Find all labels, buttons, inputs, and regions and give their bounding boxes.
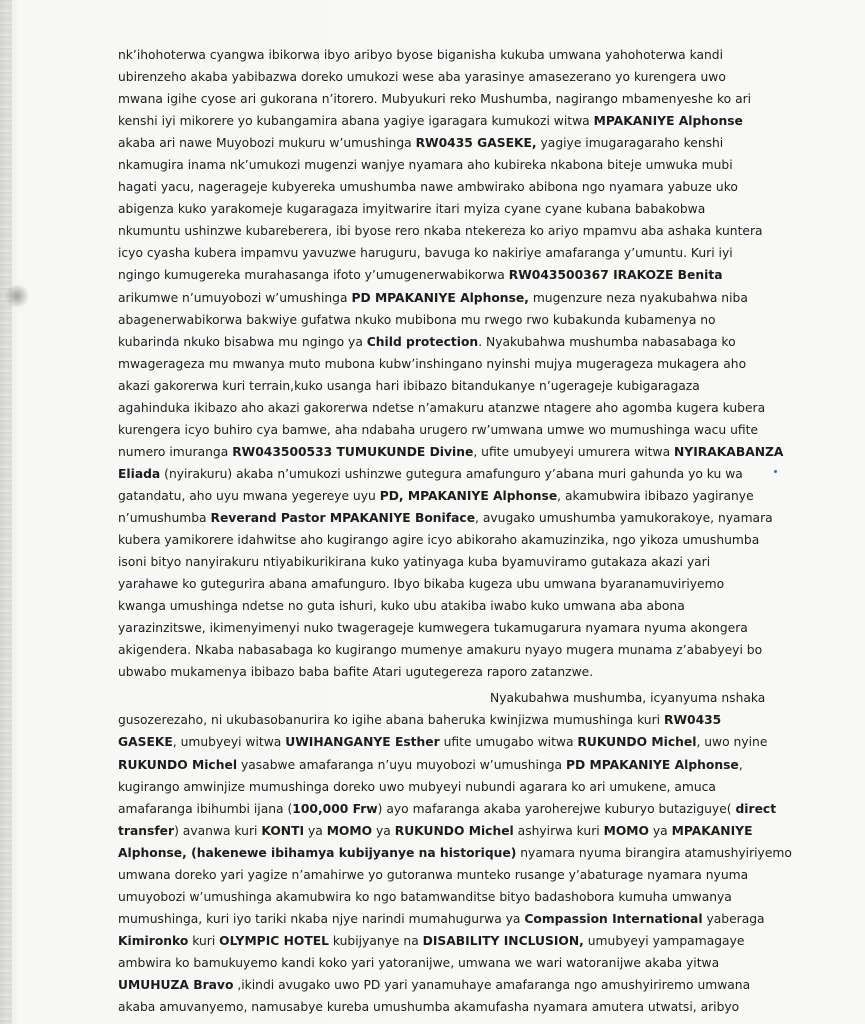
text-line (118, 287, 783, 309)
text-segment: akigendera. Nkaba nabasabaga ko kugirango mumenye amakuru nyayo mugera munama z’ababyeyi bo (118, 643, 763, 658)
text-line (118, 996, 783, 1018)
bold-text-segment: transfer (118, 823, 175, 838)
text-segment: ufite umugabo witwa (439, 735, 578, 750)
text-line (118, 617, 783, 639)
text-line (118, 908, 783, 930)
text-segment: umubyeyi yampamagaye (583, 933, 745, 948)
text-segment: ) avanwa kuri (174, 823, 262, 838)
text-line (118, 176, 783, 198)
text-segment: ya (372, 823, 395, 838)
text-segment: umwana doreko yari yagize n’amahirwe yo gutoranwa munteko rusange y’abaturage nyamara nyuma (118, 867, 749, 882)
bold-text-segment: RUKUNDO Michel (118, 757, 238, 772)
text-segment: umuyobozi w’umushinga akamubwira ko ngo batamwanditse bityo badashobora kumuha umwanya (118, 889, 732, 904)
bold-text-segment: Eliada (118, 466, 161, 481)
text-line (118, 952, 783, 974)
text-segment: akaba amuvanyemo, namusabye kureba umushumba akamufasha nyamara amutera utwatsi, aribyo (118, 1000, 740, 1015)
bold-text-segment: UMUHUZA Bravo (118, 977, 234, 992)
bold-text-segment: direct (735, 801, 777, 816)
text-segment: arikumwe n’umuyobozi w’umushinga (118, 290, 352, 305)
text-line (118, 573, 783, 595)
text-line (118, 264, 783, 286)
text-segment: kurengera icyo buhiro cya bamwe, aha ndabaha urugero rw’umwana umwe wo mumushinga wacu ufite (118, 422, 759, 437)
text-line (118, 198, 783, 220)
text-segment: . Nyakubahwa mushumba nabasabaga ko (478, 334, 736, 349)
text-line (118, 687, 783, 709)
text-segment: , (738, 757, 743, 772)
text-line (118, 842, 792, 864)
bold-text-segment: PD MPAKANIYE Alphonse, (351, 290, 529, 305)
bold-text-segment: MOMO (603, 823, 649, 838)
text-line (118, 595, 783, 617)
scan-edge-shadow (0, 0, 12, 1024)
text-segment: nyamara nyuma birangira atamushyiriyemo (516, 845, 792, 860)
bold-text-segment: RUKUNDO Michel (577, 735, 697, 750)
bold-text-segment: RW0435 GASEKE, (415, 136, 537, 151)
text-line (118, 974, 783, 996)
text-line (118, 776, 783, 798)
text-line (118, 353, 783, 375)
bold-text-segment: KONTI (261, 823, 305, 838)
text-segment: ambwira ko bamukuyemo kandi koko yari yatoranijwe, umwana we wari watoranijwe akaba yitwa (118, 955, 720, 970)
text-segment: , uwo nyine (696, 735, 768, 750)
text-line (118, 798, 783, 820)
text-line (118, 661, 783, 683)
text-segment: ,ikindi avugako uwo PD yari yanamuhaye amafaranga ngo amushyiriremo umwana (233, 977, 751, 992)
bold-text-segment: RUKUNDO Michel (394, 823, 514, 838)
text-segment: icyo cyasha kubera impamvu yavuzwe haruguru, bavuga ko nakiriye amafaranga y’umuntu. Kuri iyi (118, 246, 733, 261)
text-segment: yasabwe amafaranga n’uyu muyobozi w’umushinga (237, 757, 566, 772)
text-segment: gusozerezaho, ni ukubasobanurira ko igihe abana baheruka kwinjizwa mumushinga kuri (118, 713, 664, 728)
text-segment: , akamubwira ibibazo yagiranye (557, 488, 754, 503)
text-segment: yagiye imugaragaraho kenshi (536, 136, 724, 151)
bold-text-segment: Compassion International (524, 911, 703, 926)
text-segment: mumushinga, kuri iyo tariki nkaba njye narindi mumahugurwa ya (118, 911, 525, 926)
text-segment: ya (648, 823, 672, 838)
bold-text-segment: NYIRAKABANZA (674, 444, 784, 459)
text-segment: abigenza kuko yarakomeje kugaragaza imyitwarire itari myiza cyane cyane kubana babakobwa (118, 202, 706, 217)
bold-text-segment: Kimironko (118, 933, 189, 948)
text-line (118, 886, 783, 908)
text-segment: ) ayo mafaranga akaba yaroherejwe kuburyo butaziguye( (377, 801, 736, 816)
text-line (118, 242, 783, 264)
text-line (118, 441, 783, 463)
bold-text-segment: UWIHANGANYE Esther (285, 735, 440, 750)
text-segment: , ufite umubyeyi umurera witwa (473, 444, 675, 459)
text-line (118, 44, 783, 66)
bold-text-segment: Reverand Pastor MPAKANIYE Boniface (210, 510, 476, 525)
text-segment: kubera yamikorere idahwitse aho kugirango agire icyo abikoraho akamuzinzika, ngo yikoza umushumba (118, 533, 760, 548)
text-segment: akazi gakorerwa kuri terrain,kuko usanga hari ibibazo bitandukanye n’ugeragejе kubigaragaza (118, 378, 700, 393)
bold-text-segment: 100,000 Frw (292, 801, 378, 816)
text-line (118, 731, 783, 753)
text-segment: kubijyanye na (328, 933, 423, 948)
bold-text-segment: DISABILITY INCLUSION, (422, 933, 584, 948)
text-segment: , umubyeyi witwa (172, 735, 286, 750)
text-segment: mwagerageza mu mwanya muto mubona kubw’inshingano nyinshi mujya mugerageza mukagera aho (118, 356, 747, 371)
text-line (118, 820, 783, 842)
text-line (118, 507, 783, 529)
text-line (118, 309, 783, 331)
text-segment: nk’ihohoterwa cyangwa ibikorwa ibyo aribyo byose biganisha kukuba umwana yahohoterwa kandi (118, 48, 724, 62)
bold-text-segment: Child protection (366, 334, 479, 349)
text-line (118, 154, 783, 176)
text-segment: , avugako umushumba yamukorakoye, nyamara (475, 510, 773, 525)
text-segment: yarazinzitswe, ikimenyimenyi nuko twagerageje kumwegera tukamugarura nyamara nyuma akongera (118, 621, 748, 636)
text-segment: agahinduka ikibazo aho akazi gakorerwa ndetse n’amakuru atanzwe ntagere aho agomba kugera kubera (118, 400, 766, 415)
text-segment: numero imuranga (118, 444, 233, 459)
text-segment: hagati yacu, nagerageje kubyereka umushumba nawe ambwirako abibona ngo nyamara yabuze uko (118, 180, 738, 195)
text-line (118, 930, 783, 952)
text-segment: kugirango amwinjize mumushinga doreko uwo mubyeyi nubundi agarara ko ari umukene, amuca (118, 779, 716, 794)
bold-text-segment: MOMO (326, 823, 373, 838)
text-segment: Nyakubahwa mushumba, icyanyuma nshaka (490, 691, 766, 706)
bold-text-segment: GASEKE (118, 735, 173, 750)
text-segment: mugenzure neza nyakubahwa niba (528, 290, 748, 305)
text-segment: ngingo kumugereka murahasanga ifoto y’umugenerwabikorwa (118, 268, 509, 283)
text-segment: yarahawe ko gutegurira abana amafunguro. Ibyo bikaba kugeza ubu umwana byaranamuviriyemo (118, 577, 725, 592)
text-segment: ya (304, 823, 327, 838)
text-segment: kenshi iyi mikorere yo kubangamira abana yagiye igaragara kumukozi witwa (118, 114, 594, 129)
text-line (118, 66, 783, 88)
text-line (118, 709, 783, 731)
text-segment: (nyirakuru) akaba n’umukozi ushinzwe gutegura amafunguro y’abana muri gahunda yo ku wa (160, 466, 743, 481)
text-line (118, 331, 783, 353)
text-line (118, 132, 783, 154)
text-segment: isoni bityo nanyirakuru ntiyabikurikirana kuko yatinyaga kuba byamuviramo gutakaza akazi yari (118, 555, 711, 570)
text-segment: ubirenzeho akaba yabibazwa doreko umukozi wese aba yarasinye amasezerano yo kurengera uwo (118, 70, 726, 85)
text-segment: kuri (188, 933, 220, 948)
text-segment: mwana igihe cyose ari gukorana n’itorero. Mubyukuri reko Mushumba, nagirango mbamenyeshe ko ari (118, 92, 752, 107)
text-segment: ashyirwa kuri (513, 823, 604, 838)
text-line (118, 375, 783, 397)
text-line (118, 419, 783, 441)
text-segment: gatandatu, aho uyu mwana yegereye uyu (118, 488, 380, 503)
bold-text-segment: PD MPAKANIYE Alphonse (565, 757, 739, 772)
text-line (118, 397, 783, 419)
text-segment: amafaranga ibihumbi ijana ( (118, 801, 293, 816)
text-line (118, 639, 783, 661)
bold-text-segment: RW043500367 IRAKOZE Benita (508, 268, 723, 283)
bold-text-segment: RW043500533 TUMUKUNDE Divine (232, 444, 474, 459)
bold-text-segment: MPAKANIYE (671, 823, 753, 838)
bold-text-segment: PD, MPAKANIYE Alphonse (379, 488, 558, 503)
text-segment: n’umushumba (118, 510, 211, 525)
text-line (118, 754, 783, 776)
bold-text-segment: RW0435 (663, 713, 722, 728)
scan-smudge (4, 285, 30, 307)
text-segment: yaberaga (702, 911, 765, 926)
text-segment: nkamugira inama nk’umukozi mugenzi wanjye nyamara aho kubireka nkabona biteje umwuka mubi (118, 158, 733, 173)
text-segment: kubarinda nkuko bisabwa mu ngingo ya (118, 334, 367, 349)
text-line (118, 551, 783, 573)
bold-text-segment: Alphonse, (hakenewe ibihamya kubijyanye na historique) (118, 845, 517, 860)
text-segment: abagenerwabikorwa bakwiye gufatwa nkuko mubibona mu rwego rwo kubakunda kubamenya no (118, 312, 716, 327)
text-segment: kwanga umushinga ndetse no guta ishuri, kuko ubu atakiba iwabo kuko umwana aba abona (118, 599, 685, 614)
text-line (118, 864, 783, 886)
text-line (118, 529, 783, 551)
bold-text-segment: MPAKANIYE Alphonse (593, 114, 743, 129)
text-segment: nkumuntu ushinzwe kubareberera, ibi byose rero nkaba ntekereza ko ariyo mpamvu aba ashaka kuntera (118, 224, 763, 239)
text-segment: akaba ari nawe Muyobozi mukuru w’umushinga (118, 136, 416, 151)
text-line (118, 463, 783, 485)
text-segment: ubwabo mukamenya ibibazo baba bafite Atari ugutegereza raporo zatanzwe. (118, 665, 594, 680)
letter-body (118, 44, 792, 1018)
bold-text-segment: OLYMPIC HOTEL (219, 933, 329, 948)
text-line (118, 485, 783, 507)
text-line (118, 88, 783, 110)
text-line (118, 110, 783, 132)
text-line (118, 220, 783, 242)
